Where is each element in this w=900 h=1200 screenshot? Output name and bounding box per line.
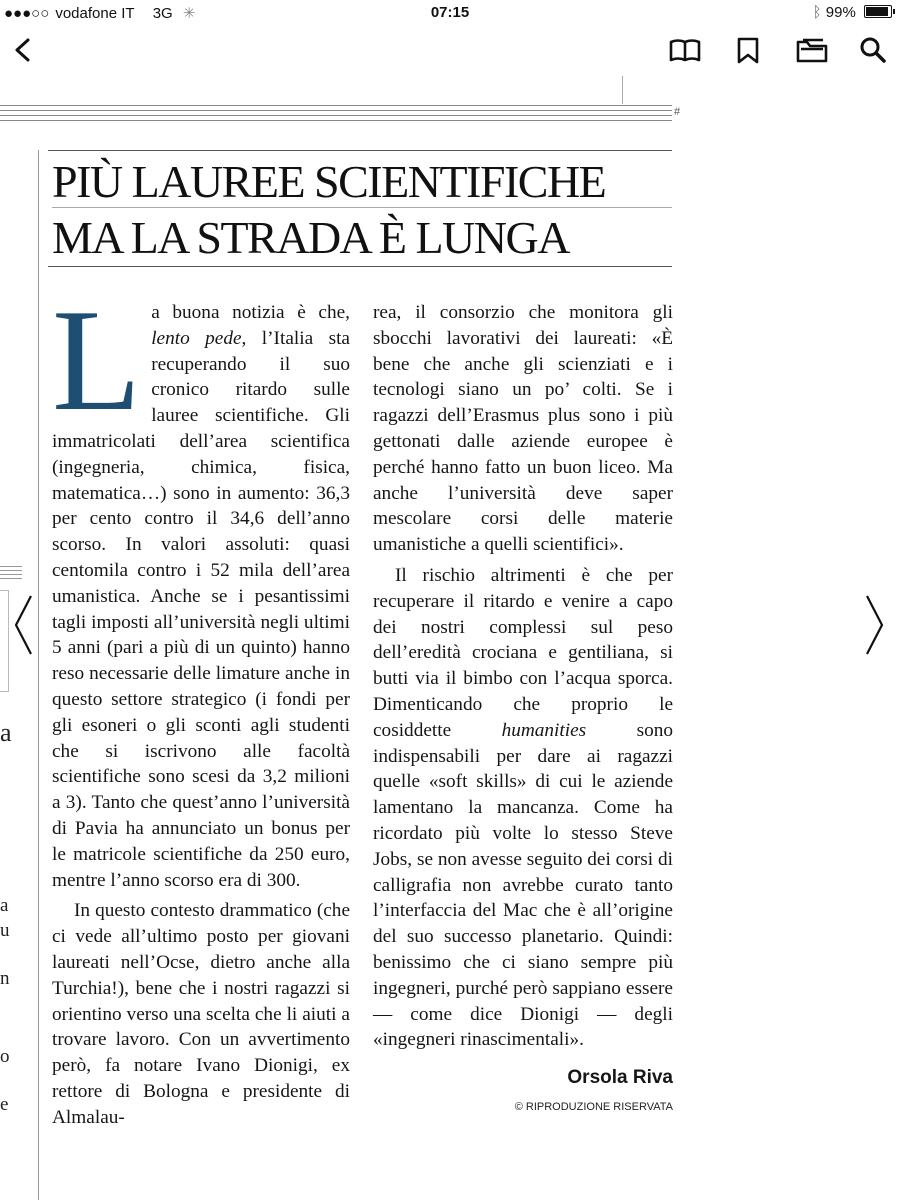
status-time: 07:15 (430, 4, 470, 21)
paragraph-1 (52, 279, 350, 893)
column-divider-top (622, 76, 623, 104)
article-byline: Orsola Riva (567, 1067, 673, 1089)
adjacent-page-fragment: e (0, 1094, 9, 1115)
back-chevron-icon[interactable] (8, 34, 38, 66)
book-icon[interactable] (668, 34, 702, 66)
battery-fill (866, 7, 888, 16)
adjacent-page-fragment: o (0, 1046, 10, 1067)
adjacent-page-rules (0, 566, 22, 582)
carrier-name: vodafone IT (55, 5, 135, 22)
headline-line-2: MA LA STRADA È LUNGA (52, 212, 569, 263)
paragraph-1-text-a: a buona notizia è che, (151, 302, 350, 323)
folder-icon[interactable] (795, 34, 829, 66)
next-page-arrow-icon[interactable] (864, 594, 886, 656)
network-type: 3G (152, 5, 173, 22)
page-hash-mark: # (674, 106, 681, 118)
headline-rule-top (48, 150, 672, 151)
article-headline (52, 154, 672, 266)
headline-line-1: PIÙ LAUREE SCIENTIFICHE (52, 156, 606, 207)
paragraph-3: rea, il consorzio che monitora gli sbocchi lavorativi dei laureati: «È bene che anche gli scienziati e i tecnologi siano un po’ colti. Se i ragazzi dell’Erasmus plus sono i più gettonati dalle aziende europee è perché hanno fatto un buon liceo. Ma anche l’università deve saper mescolare corsi delle materie umanistiche a quelli scientifici». (373, 302, 673, 556)
paragraph-4-text-a: Il rischio altrimenti è che per recuperare il ritardo e venire a capo dei nostri complessi sul peso dell’eredità crociana e gentiliana, si butti via il bimbo con l’acqua sporca. Dimenticando che proprio le cosiddette (373, 564, 673, 741)
drop-cap: L (52, 279, 142, 441)
activity-spinner-icon: ✳ (182, 5, 196, 22)
adjacent-page-fragment: n (0, 968, 10, 989)
headline-rule-middle (52, 207, 672, 208)
signal-strength: ●●●○○ (4, 5, 50, 22)
header-rules (0, 105, 672, 127)
reader-toolbar (0, 24, 900, 76)
paragraph-4 (373, 563, 673, 1053)
article-column-1 (52, 279, 350, 1131)
status-right (813, 4, 892, 21)
adjacent-page-fragment: a (0, 718, 12, 747)
paragraph-1-text-b: , l’Italia sta recuperando il suo cronico ritardo sulle lauree scientifiche. Gli immatricolati dell’area scientifica (ingegneria, chimica, fisica, matematica…) sono in aumento: 36,3 per cento contro il 34,6 dell’anno scorso. In valori assoluti: quasi centomila contro i 52 mila dell’area umanistica. Anche se i pesantissimi tagli imposti all’università negli ultimi 5 anni (pari a più di un quinto) hanno reso necessarie delle limature anche in questo settore strategico (i fondi per gli esoneri o gli sconti agli studenti che si iscrivono alle facoltà scientifiche sono scesi da 3,2 milioni a 3). Tanto che quest’anno l’università di Pavia ha annunciato un bonus per le matricole scientifiche da 250 euro, mentre l’anno scorso era di 300. (52, 327, 350, 891)
article-left-border (38, 150, 39, 1200)
paragraph-1-emphasis: lento pede (151, 327, 242, 349)
headline-rule-bottom (48, 266, 672, 267)
bookmark-icon[interactable] (731, 34, 765, 66)
search-icon[interactable] (857, 34, 889, 66)
battery-icon (864, 5, 892, 18)
adjacent-page-fragment: a (0, 895, 9, 916)
article-column-2 (373, 300, 673, 1121)
paragraph-2: In questo contesto drammatico (che ci vede all’ultimo posto per giovani laureati nell’Ocse, dietro anche alla Turchia!), bene che i nostri ragazzi si orientino verso una scelta che li aiuti a trovare lavoro. Con un avvertimento però, fa notare Ivano Dionigi, ex rettore di Bologna e presidente di Almalau- (52, 900, 350, 1128)
adjacent-page-box (0, 590, 9, 692)
previous-page-arrow-icon[interactable] (12, 594, 34, 656)
status-bar (0, 0, 900, 24)
copyright-notice: © RIPRODUZIONE RISERVATA (514, 1100, 673, 1113)
battery-percent: 99% (825, 4, 856, 21)
paragraph-4-emphasis: humanities (501, 719, 587, 741)
bluetooth-icon: ᛒ (812, 4, 822, 21)
adjacent-page-fragment: u (0, 920, 10, 941)
paragraph-4-text-b: sono indispensabili per dare ai ragazzi quelle «soft skills» di cui le aziende lamentano la mancanza. Come ha ricordato più volte lo stesso Steve Jobs, se non avesse seguito dei corsi di calligrafia non avrebbe curato tanto l’interfaccia del Mac che è all’origine del suo successo planetario. Quindi: benissimo che ci siano sempre più ingegneri, purché però sappiano essere — come dice Dionigi — degli «ingegneri rinascimentali». (373, 719, 673, 1051)
